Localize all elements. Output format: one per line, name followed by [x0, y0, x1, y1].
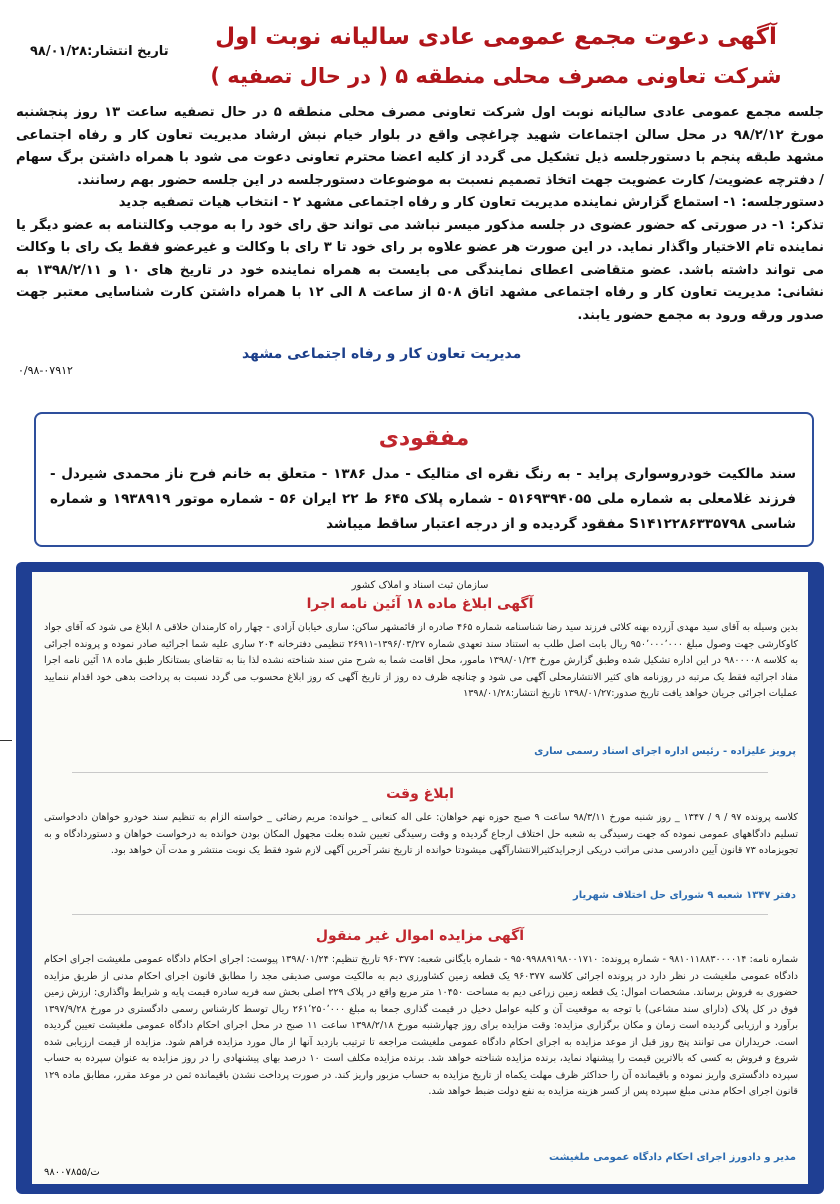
notice-code: ۰/۹۸-۰۷۹۱۲ — [18, 364, 73, 377]
auction-code: ت/۹۸۰۰۷۸۵۵ — [44, 1167, 100, 1178]
summons-title: ابلاغ وقت — [386, 786, 454, 802]
auction-signature: مدیر و دادورز اجرای احکام دادگاه عمومی ملغیشت — [549, 1152, 796, 1163]
summons-text: کلاسه پرونده ۹۷ / ۹ / ۱۳۴۷ _ روز شنبه مورخ ۹۸/۳/۱۱ ساعت ۹ صبح حوزه نهم خواهان: علی اله کنعانی _ خوانده: مریم رضائی _ خواسته الزام به تنظیم سند خودرو خواهان دادخواستی تسلیم دادگاههای عمومی نموده که جهت رسیدگی به شعبه حل اختلاف ارجاع گردیده و وقت رسیدگی تعیین شده بعلت مجهول المکان بودن خوانده به درخواست خواهان و دستوردادگاه و به تجویزماده ۷۳ قانون آیین دادرسی مدنی مراتب دریکی ازجرایدکثیرالانتشارآگهی میشودتا خوانده از تاریخ نشر آخرین آگهی لازم شود فقط یک نوبت منتشر و مدت آن خواهد بود. — [44, 812, 798, 856]
general-assembly-notice — [12, 10, 830, 390]
notice-body — [16, 102, 824, 327]
notice-signature: مدیریت تعاون کار و رفاه اجتماعی مشهد — [242, 346, 522, 362]
legal-notices-panel — [32, 572, 808, 1184]
summons-signature: دفتر ۱۳۴۷ شعبه ۹ شورای حل اختلاف شهریار — [573, 890, 796, 901]
divider — [72, 772, 768, 773]
org-header: سازمان ثبت اسناد و املاک کشور — [351, 580, 489, 591]
notice-note: تذکر: ۱- در صورتی که حضور عضوی در جلسه مذکور میسر نباشد می تواند حق رای خود را به موجب وکالتنامه به عضو دیگر یا نماینده تام الاختیار واگذار نماید. در این صورت هر عضو علاوه بر رای خود تا ۳ رای با وکالت و غیرعضو فقط یک رای با وکالت می تواند داشته باشد. عضو متقاضی اعطای نمایندگی می بایست به همراه نماینده خود در تاریخ های ۱۰ و ۱۳۹۸/۲/۱۱ به نشانی: مدیریت تعاون کار و رفاه اجتماعی مشهد اتاق ۵۰۸ از ساعت ۸ الی ۱۲ با همراه داشتن کارت شناسایی معتبر جهت صدور ورقه ورود به مجمع حضور یابند. — [16, 217, 825, 323]
notice-subtitle: شرکت تعاونی مصرف محلی منطقه ۵ ( در حال تصفیه ) — [210, 64, 782, 88]
lost-document-notice — [34, 412, 814, 547]
auction-title: آگهی مزایده اموال غیر منقول — [315, 928, 525, 944]
execution-notice-title: آگهی ابلاغ ماده ۱۸ آئین نامه اجرا — [306, 596, 534, 612]
execution-notice-signature: پرویز علیزاده - رئیس اداره اجرای اسناد رسمی ساری — [534, 746, 796, 757]
execution-notice-text: بدین وسیله به آقای سید مهدی آزرده بهنه کلائی فرزند سید رضا شناسنامه شماره ۴۶۵ صادره از قائمشهر ساکن: ساری خیابان آزادی - چهار راه کارمندان خلاقی ۸ ابلاغ می شود که آقای جواد کاوکارشی جهت وصول مبلغ ۹۵۰٬۰۰۰٬۰۰۰ ریال بابت اصل طلب به استناد سند تعهدی شماره ۱۳۹۶/۰۳/۲۷-۲۶۹۱۱ تنظیمی دفترخانه ۲۰۴ ساری علیه شما اجرائیه صادر نموده و پرونده اجرائی به کلاسه ۹۸۰۰۰۰۸ در این اداره تشکیل شده وطبق گزارش مورخ ۱۳۹۸/۰۱/۲۴ مامور، محل اقامت شما به شرح متن سند شناخته نشده لذا بنا به تقاضای بستانکار طبق ماده ۱۸ آئین نامه اجرا مفاد اجرائیه فقط یک مرتبه در روزنامه های کثیر الانتشارمحلی آگهی می شود و چنانچه ظرف ده روز از تاریخ آگهی که روز ابلاغ محسوب می گردد نسبت به پرداخت بدهی خود اقدام ننمایید عملیات اجرائی جریان خواهد یافت تاریخ صدور:۱۳۹۸/۰۱/۲۷ تاریخ انتشار:۱۳۹۸/۰۱/۲۸ — [44, 622, 799, 699]
legal-notices-frame — [16, 562, 824, 1194]
notice-paragraph: جلسه مجمع عمومی عادی سالیانه نوبت اول شرکت تعاونی مصرف محلی منطقه ۵ در حال تصفیه ساعت ۱۳ روز پنجشنبه مورخ ۹۸/۲/۱۲ در محل سالن اجتماعات شهید چراغچی واقع در بلوار خیام نبش ارشاد مدیریت تعاون کار و رفاه اجتماعی مشهد طبقه پنجم با دستورجلسه ذیل تشکیل می گردد از کلیه اعضا محترم تعاونی دعوت می شود با همراه داشتن برگ سهام / دفترچه عضویت/ کارت عضویت جهت اتخاذ تصمیم نسبت به موضوعات دستورجلسه در این جلسه حضور بهم رسانند. — [16, 105, 825, 188]
publication-date: تاریخ انتشار:۹۸/۰۱/۲۸ — [30, 44, 169, 59]
lost-text: سند مالکیت خودروسواری پراید - به رنگ نقره ای متالیک - مدل ۱۳۸۶ - متعلق به خانم فرح ناز محمدی شیردل - فرزند غلامعلی به شماره ملی ۵۱۶۹۳۹۴۰۵۵ - شماره پلاک ۶۴۵ ط ۲۲ ایران ۵۶ - شماره موتور ۱۹۳۸۹۱۹ و شماره شاسی S۱۴۱۲۲۸۶۳۳۵۷۹۸ مفقود گردیده و از درجه اعتبار ساقط میباشد — [50, 466, 796, 532]
margin-mark — [0, 740, 12, 741]
divider — [72, 914, 768, 915]
auction-text: شماره نامه: ۹۸۱۰۱۱۸۸۳۰۰۰۰۱۴ - شماره پرونده: ۹۵۰۹۹۸۸۹۱۹۸۰۰۱۷۱۰ - شماره بایگانی شعبه: ۹۶۰۳۷۷ تاریخ تنظیم: ۱۳۹۸/۰۱/۲۴ پیوست: اجرای احکام دادگاه عمومی ملغیشت اجرای احکام دادگاه عمومی ملغیشت در نظر دارد در پرونده اجرائی کلاسه ۹۶۰۳۷۷ یک قطعه زمین کشاورزی دیم به مالکیت موسی صدیقی مجد را مطابق قانون اجرای احکام مدنی از طریق مزایده حضوری به فروش برساند. مشخصات اموال: یک قطعه زمین زراعی دیم به مساحت ۱۰۴۵۰ متر مربع واقع در پلاک ۲۲۹ اصلی بخش سه فریه سادره قیمت پایه و شرایط واگذاری: ارزش زمین فوق در کل پلاک (دارای سند مشاعی) با توجه به موقعیت آن و کلیه عوامل دخیل در قیمت گذاری جمعا به مبلغ ۲۶۱٬۲۵۰٬۰۰۰ ریال توسط کارشناس رسمی دادگستری در مورخ ۱۳۹۷/۹/۲۸ برآورد و ارزیابی گردیده است زمان و مکان برگزاری مزایده: وقت مزایده برای روز چهارشنبه مورخ ۱۳۹۸/۲/۱۸ ساعت ۱۱ صبح در محل اجرای احکام دادگاه عمومی ملغیشت تعیین گردیده است. خریداران می توانند پنج روز قبل از موعد مزایده به اجرای احکام دادگاه عمومی ملغیشت مراجعه تا ترتیب بازدید آنها از مال مورد مزایده فراهم شود. مزایده از قیمت ارزیابی شده شروع و فروش به کسی که بالاترین قیمت را پیشنهاد نماید، برنده مزایده شناخته خواهد شد. برنده مزایده مکلف است ۱۰ درصد بهای پیشنهادی را در روز مزایده به عنوان سپرده به حساب سپرده دادگستری واریز نموده و باقیمانده آن را حداکثر ظرف مهلت یکماه از تاریخ مزایده به حساب مزبور واریز کند. در صورت پرداخت نشدن باقیمانده ثمن در موعد مقرر، مطابق ماده ۱۲۹ قانون اجرای احکام مدنی مبلغ سپرده پس از کسر هزینه مزایده به نفع دولت ضبط خواهد شد. — [44, 954, 799, 1097]
notice-title: آگهی دعوت مجمع عمومی عادی سالیانه نوبت اول — [215, 24, 777, 50]
lost-title: مفقودی — [378, 426, 470, 451]
notice-agenda: دستورجلسه: ۱- استماع گزارش نماینده مدیریت تعاون کار و رفاه اجتماعی مشهد ۲ - انتخاب هیات تصفیه جدید — [118, 195, 824, 210]
